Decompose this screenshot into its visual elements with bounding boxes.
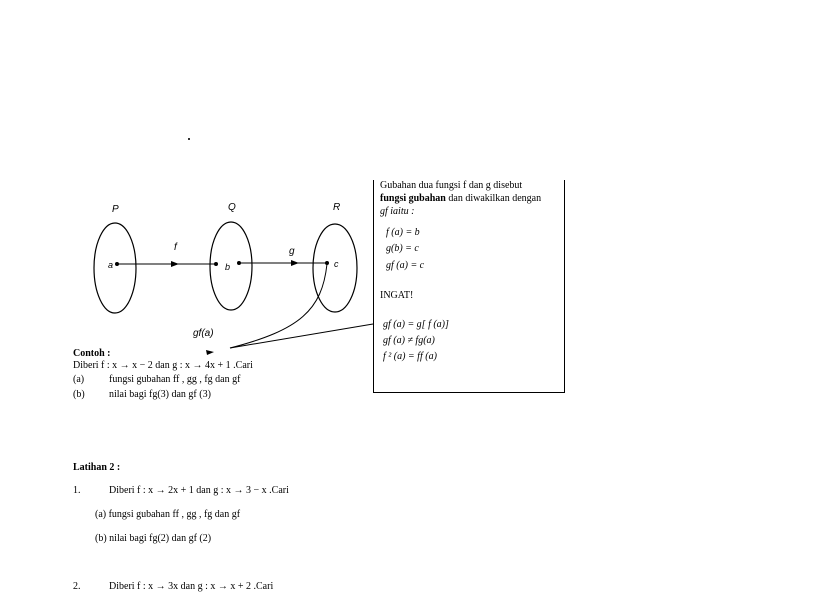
set-q-ellipse — [210, 222, 252, 310]
arrow-g-head — [291, 260, 299, 266]
arrow-f-head — [171, 261, 179, 267]
point-b — [214, 262, 218, 266]
question-1-part-a: (a) fungsi gubahan ff , gg , fg dan gf — [95, 509, 241, 520]
arrow-f-label: f — [174, 242, 177, 253]
set-q-label: Q — [228, 202, 236, 213]
point-b2 — [237, 261, 241, 265]
contoh-given: Diberi f : x → x − 2 dan g : x → 4x + 1 .Cari — [73, 360, 253, 371]
contoh-heading: Contoh : — [73, 348, 111, 359]
rule-1: gf (a) = g[ f (a)] — [383, 319, 449, 330]
definition-box — [373, 180, 565, 393]
question-1-part-b: (b) nilai bagi fg(2) dan gf (2) — [95, 533, 212, 544]
box-pointer-line — [230, 324, 373, 348]
box-line-3: gf iaitu : — [380, 206, 415, 217]
equation-3: gf (a) = c — [386, 260, 425, 271]
set-r-label: R — [333, 202, 341, 213]
question-1-text: Diberi f : x → 2x + 1 dan g : x → 3 − x .Cari — [109, 485, 289, 496]
element-c-label: c — [334, 259, 339, 269]
equation-1: f (a) = b — [386, 227, 420, 238]
box-line-2 — [380, 193, 541, 205]
composite-curve — [230, 264, 327, 348]
contoh-item-a-text: fungsi gubahan ff , gg , fg dan gf — [109, 374, 241, 385]
box-line-1: Gubahan dua fungsi f dan g disebut — [380, 180, 523, 191]
box-line-2-rest: dan diwakilkan dengan — [445, 193, 542, 204]
latihan-heading: Latihan 2 : — [73, 462, 121, 473]
equation-2: g(b) = c — [386, 243, 419, 254]
contoh-item-b-text: nilai bagi fg(3) dan gf (3) — [109, 389, 211, 400]
set-p-ellipse — [94, 223, 136, 313]
element-a-label: a — [108, 260, 114, 270]
composite-arrow-head — [206, 350, 214, 355]
rule-3: f ² (a) = ff (a) — [383, 351, 437, 362]
contoh-item-a-label: (a) — [73, 374, 85, 385]
set-p-label: P — [112, 204, 119, 215]
composite-label: gf(a) — [193, 328, 214, 339]
ingat-heading: INGAT! — [380, 290, 414, 301]
question-2-number: 2. — [73, 581, 81, 592]
element-b-label: b — [225, 262, 231, 272]
question-1-number: 1. — [73, 485, 81, 496]
arrow-g-label: g — [289, 246, 295, 257]
term-fungsi-gubahan: fungsi gubahan — [380, 193, 446, 204]
rule-2: gf (a) ≠ fg(a) — [383, 335, 435, 346]
question-2-text: Diberi f : x → 3x dan g : x → x + 2 .Cari — [109, 581, 274, 592]
contoh-item-b-label: (b) — [73, 389, 85, 400]
point-a — [115, 262, 119, 266]
